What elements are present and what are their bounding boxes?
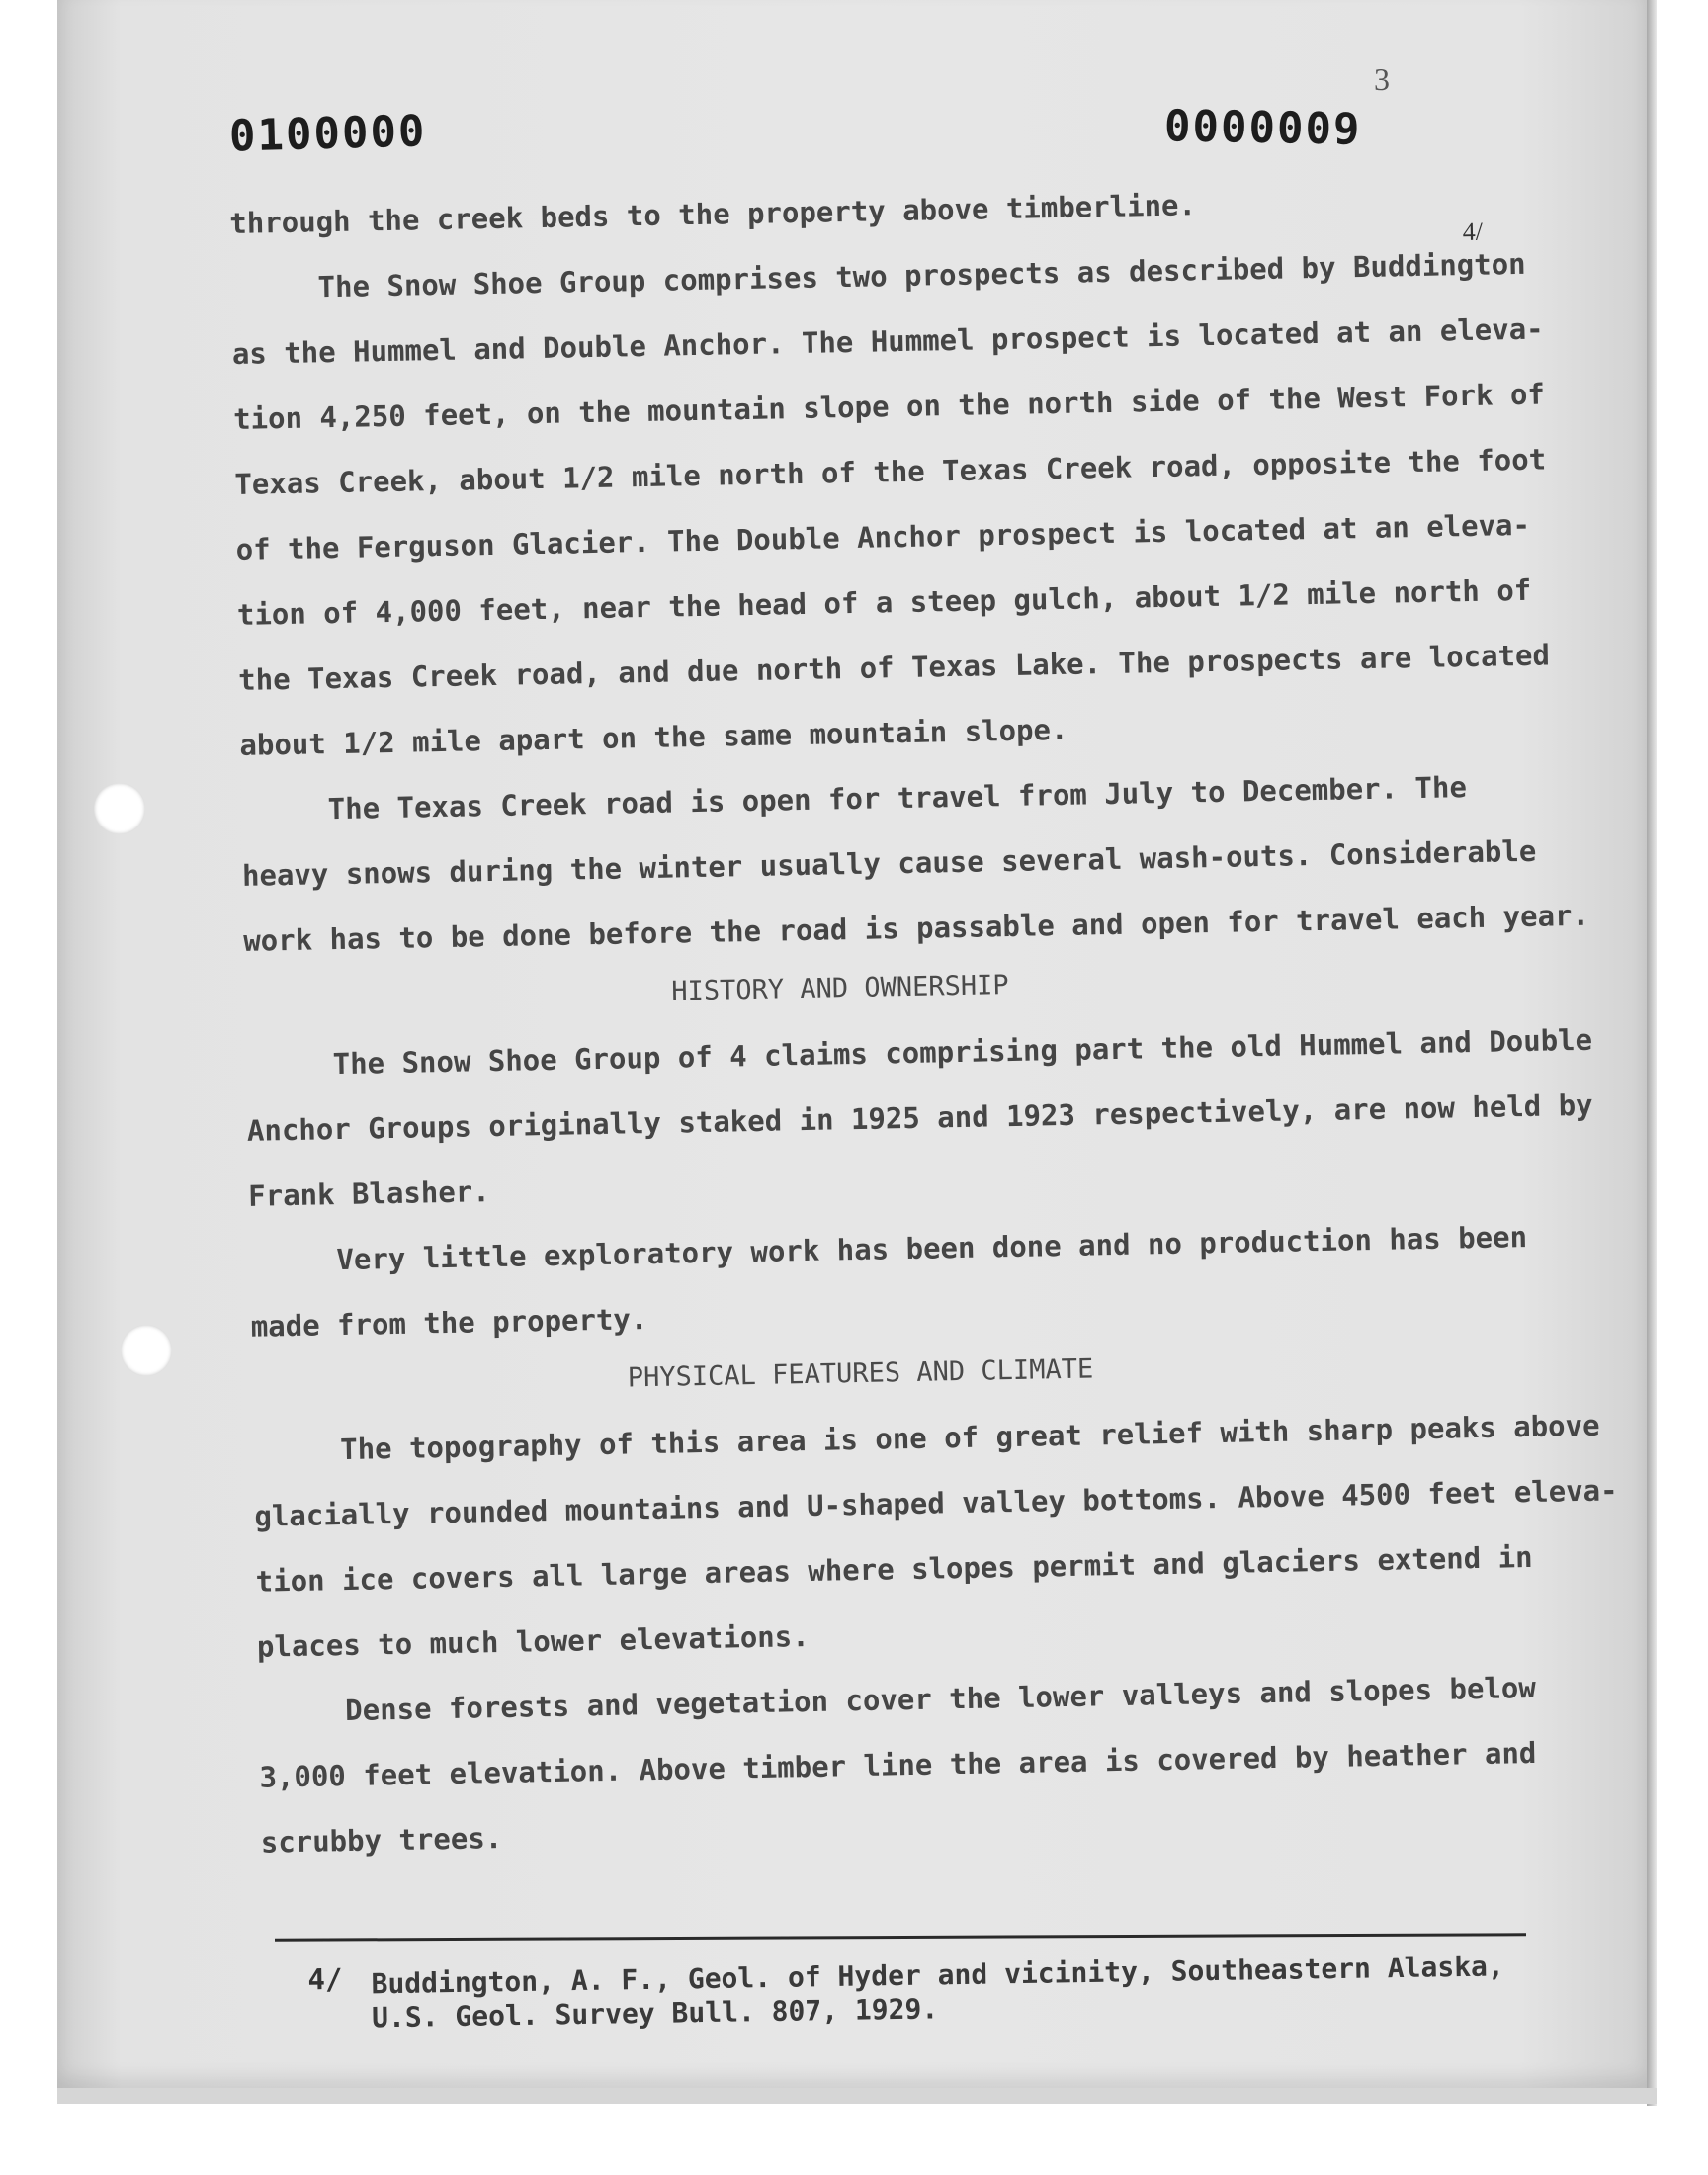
text-line: through the creek beds to the property above timberline. [229,188,1197,240]
text-line: of the Ferguson Glacier. The Double Anchor prospect is located at an eleva- [235,507,1531,566]
punch-hole [121,1325,172,1376]
text-line: places to much lower elevations. [256,1619,810,1664]
page-edge [1647,0,1657,2106]
footnote-line: U.S. Geol. Survey Bull. 807, 1929. [371,1992,939,2035]
text-line: as the Hummel and Double Anchor. The Hummel prospect is located at an eleva- [231,311,1544,371]
footnote-reference: 4/ [1462,217,1484,247]
text-line: Texas Creek, about 1/2 mile north of the Texas Creek road, opposite the foot [234,442,1547,501]
text-line: 3,000 feet elevation. Above timber line the area is covered by heather and [259,1735,1537,1794]
text-line: the Texas Creek road, and due north of Texas Lake. The prospects are located [237,638,1551,697]
text-line: made from the property. [250,1302,648,1344]
text-line: scrubby trees. [260,1821,503,1860]
text-line: The Texas Creek road is open for travel from July to December. The [327,770,1468,826]
text-line: tion of 4,000 feet, near the head of a steep gulch, about 1/2 mile north of [236,572,1532,632]
stamp-number-right: 0000009 [1163,101,1362,155]
text-line: about 1/2 mile apart on the same mountain slope. [239,712,1068,762]
text-line: The topography of this area is one of great relief with sharp peaks above [339,1408,1600,1467]
text-line: glacially rounded mountains and U-shaped valley bottoms. Above 4500 feet eleva- [254,1473,1618,1533]
text-line: Frank Blasher. [247,1174,490,1213]
section-heading: HISTORY AND OWNERSHIP [671,970,1009,1007]
text-line: The Snow Shoe Group comprises two prospects as described by Buddington [317,246,1526,304]
footnote-marker: 4/ [307,1961,343,1997]
stamp-number-left: 0100000 [228,106,428,162]
text-line: work has to be done before the road is passable and open for travel each year. [242,898,1590,958]
text-line: Dense forests and vegetation cover the lower valleys and slopes below [344,1670,1537,1728]
footnote-line: Buddington, A. F., Geol. of Hyder and vicinity, Southeastern Alaska, [371,1950,1504,2001]
text-line: The Snow Shoe Group of 4 claims comprising part the old Hummel and Double [332,1022,1593,1082]
text-line: Very little exploratory work has been done and no production has been [336,1219,1528,1277]
page-number: 3 [1374,61,1390,97]
page-bottom-edge [57,2088,1657,2104]
section-heading: PHYSICAL FEATURES AND CLIMATE [627,1353,1094,1394]
text-line: Anchor Groups originally staked in 1925 and 1923 respectively, are now held by [246,1088,1593,1148]
text-line: heavy snows during the winter usually cause several wash-outs. Considerable [241,833,1537,893]
text-line: tion 4,250 feet, on the mountain slope on the north side of the West Fork of [232,377,1546,436]
text-line: tion ice covers all large areas where slopes permit and glaciers extend in [255,1539,1533,1599]
punch-hole [94,783,145,834]
